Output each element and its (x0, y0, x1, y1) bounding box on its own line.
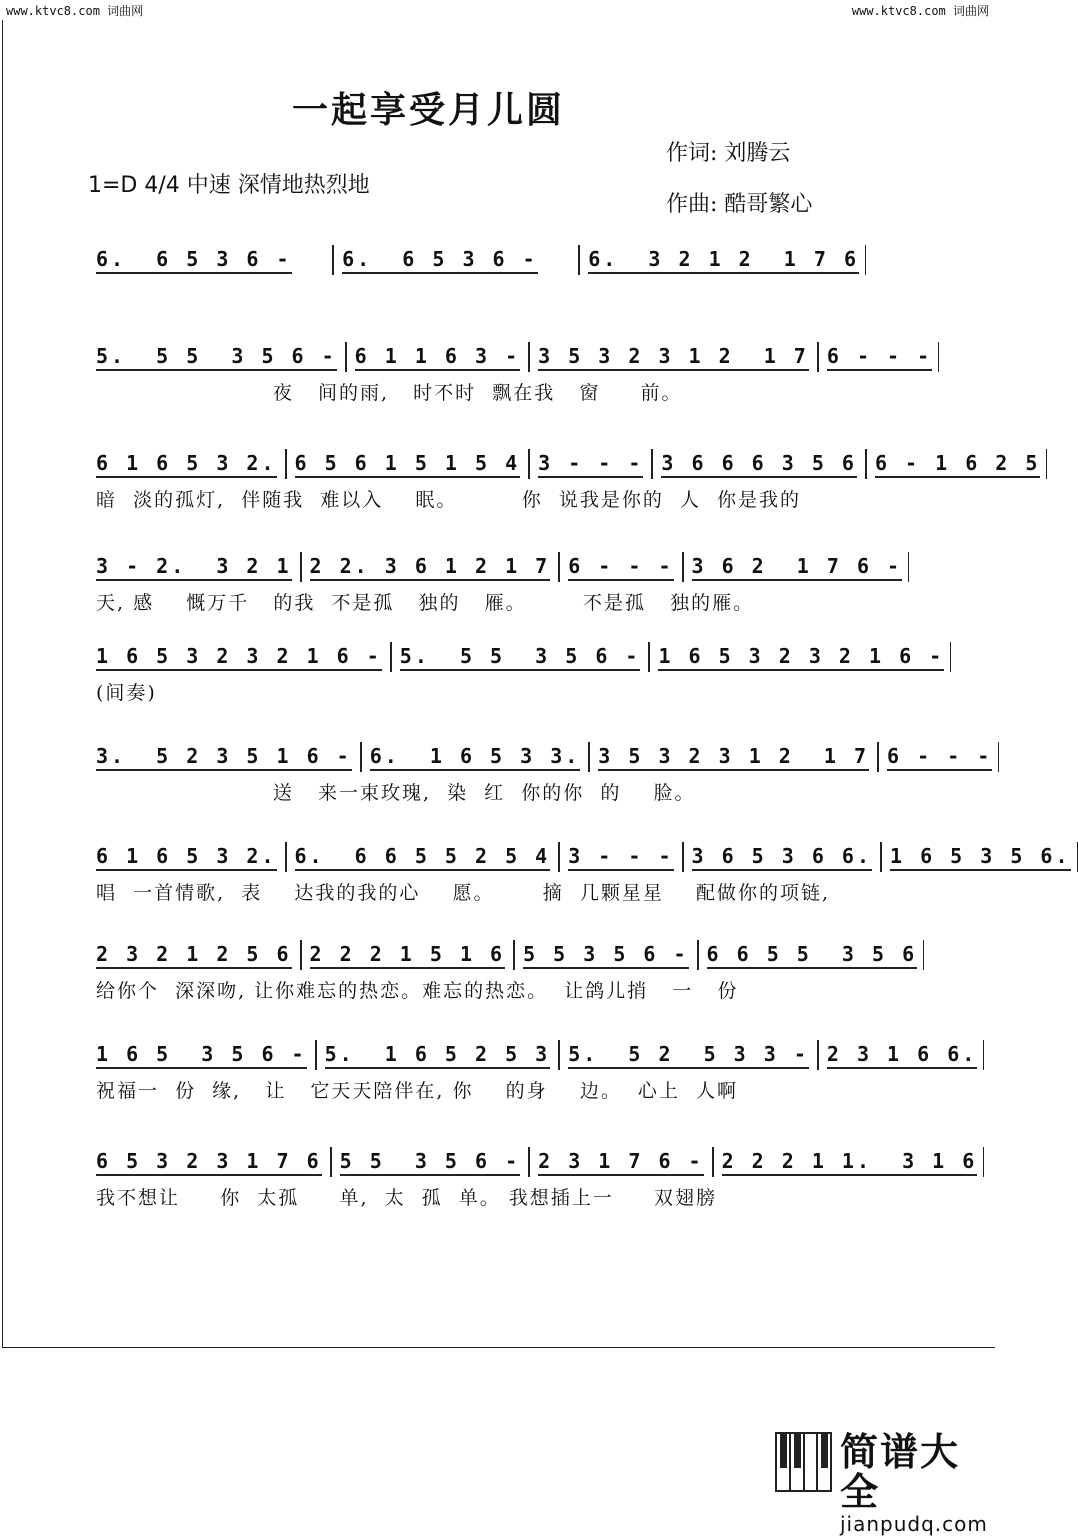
bar-line (345, 342, 347, 372)
bar-line (558, 842, 560, 872)
measure-notes: 6. 6 5 3 6 - (342, 247, 538, 274)
bar-line (682, 842, 684, 872)
measure-notes: 2 3 1 6 6. (827, 1042, 977, 1069)
site-watermark-left: www.ktvc8.com 词曲网 (6, 4, 144, 18)
notation-line (96, 447, 1041, 481)
measure-notes: 3. 5 2 3 5 1 6 - (96, 744, 352, 771)
measure-notes: 6 - - - (568, 554, 673, 581)
notation-line (96, 1038, 978, 1072)
measure-notes: 6 - - - (827, 344, 932, 371)
measure (96, 744, 352, 771)
measure (310, 554, 551, 581)
end-bar-line (865, 245, 866, 275)
lyric-line: 给你个 深深吻, 让你难忘的热恋。难忘的热恋。 让鸽儿捎 一 份 (96, 980, 739, 1002)
measure-notes: 6 1 6 5 3 2. (96, 844, 277, 871)
measure (692, 844, 873, 871)
bar-line (558, 1040, 560, 1070)
logo-url: jianpudq.com (839, 1512, 988, 1536)
measure-notes: 3 - - - (568, 844, 673, 871)
bar-line (332, 245, 334, 275)
key-tempo: 1=D 4/4 中速 深情地热烈地 (88, 173, 370, 198)
measure-notes: 6 5 3 2 3 1 7 6 (96, 1149, 322, 1176)
measure (658, 644, 944, 671)
composer: 作曲: 酷哥繁心 (666, 192, 813, 217)
measure-notes: 6 1 6 5 3 2. (96, 451, 277, 478)
lyric-line: 我不想让 你 太孤 单, 太 孤 单。 我想插上一 双翅膀 (96, 1187, 717, 1209)
measure (295, 844, 551, 871)
measure-notes: 5. 5 5 3 5 6 - (400, 644, 641, 671)
score-row (96, 340, 933, 404)
measure-notes: 3 - - - (538, 451, 643, 478)
measure (96, 644, 382, 671)
score-row (96, 550, 903, 614)
measure (568, 844, 673, 871)
measure (325, 1042, 551, 1069)
measure (295, 451, 521, 478)
measure-notes: 5. 5 2 5 3 3 - (568, 1042, 809, 1069)
measure (96, 942, 292, 969)
measure (827, 1042, 977, 1069)
measure (538, 451, 643, 478)
measure-notes: 2 2 2 1 1. 3 1 6 (722, 1149, 978, 1176)
notation-line (96, 243, 866, 277)
measure (523, 942, 688, 969)
measure-notes: 3 6 5 3 6 6. (692, 844, 873, 871)
measure (890, 844, 1071, 871)
score-row (96, 1038, 978, 1102)
measure-notes: 2 3 1 7 6 - (538, 1149, 703, 1176)
site-watermark-right: www.ktvc8.com 词曲网 (851, 4, 989, 18)
measure (310, 942, 506, 969)
bar-line (880, 842, 882, 872)
measure-notes: 2 3 2 1 2 5 6 (96, 942, 292, 969)
bar-line (528, 1147, 530, 1177)
end-bar-line (950, 642, 951, 672)
end-bar-line (923, 940, 924, 970)
measure-notes: 5 5 3 5 6 - (340, 1149, 521, 1176)
lyricist: 作词: 刘腾云 (666, 141, 791, 166)
notation-line (96, 550, 903, 584)
measure (707, 942, 918, 969)
measure-notes: 3 6 2 1 7 6 - (692, 554, 903, 581)
notation-line (96, 938, 918, 972)
measure-notes: 1 6 5 3 2 3 2 1 6 - (96, 644, 382, 671)
bar-line (712, 1147, 714, 1177)
notation-line (96, 640, 945, 674)
bar-line (682, 552, 684, 582)
lyric-line: 夜 间的雨, 时不时 飘在我 窗 前。 (96, 382, 683, 404)
measure-notes: 6 - 1 6 2 5 (875, 451, 1040, 478)
bar-line (300, 940, 302, 970)
measure (355, 344, 520, 371)
bar-line (528, 449, 530, 479)
measure (96, 451, 277, 478)
measure (568, 554, 673, 581)
score-row (96, 447, 1041, 511)
bar-line (697, 940, 699, 970)
measure-notes: 6. 3 2 1 2 1 7 6 (588, 247, 859, 274)
bar-line (300, 552, 302, 582)
measure (96, 1149, 322, 1176)
measure-notes: 5. 5 5 3 5 6 - (96, 344, 337, 371)
lyric-line (96, 281, 866, 307)
site-logo (775, 1432, 997, 1536)
measure (827, 344, 932, 371)
measure-notes: 3 5 3 2 3 1 2 1 7 (538, 344, 809, 371)
notation-line (96, 840, 1071, 874)
measure-notes: 6 6 5 5 3 5 6 (707, 942, 918, 969)
notation-line (96, 1145, 978, 1179)
measure-notes: 5 5 3 5 6 - (523, 942, 688, 969)
bar-line (285, 449, 287, 479)
measure-notes: 6 1 1 6 3 - (355, 344, 520, 371)
measure-notes: 1 6 5 3 5 6. (890, 844, 1071, 871)
measure (875, 451, 1040, 478)
measure (692, 554, 903, 581)
measure-notes: 3 - 2. 3 2 1 (96, 554, 292, 581)
bar-line (578, 245, 580, 275)
measure (96, 1042, 307, 1069)
measure (370, 744, 581, 771)
lyric-line: (间奏) (96, 682, 157, 704)
bar-line (588, 742, 590, 772)
bar-line (817, 1040, 819, 1070)
measure (887, 744, 992, 771)
bar-line (558, 552, 560, 582)
measure-notes: 3 6 6 6 3 5 6 (661, 451, 857, 478)
end-bar-line (938, 342, 939, 372)
measure-notes: 2 2. 3 6 1 2 1 7 (310, 554, 551, 581)
measure-notes: 6 5 6 1 5 1 5 4 (295, 451, 521, 478)
notation-line (96, 340, 933, 374)
measure-notes: 6. 6 6 5 5 2 5 4 (295, 844, 551, 871)
end-bar-line (998, 742, 999, 772)
measure (96, 554, 292, 581)
end-bar-line (983, 1147, 984, 1177)
measure (340, 1149, 521, 1176)
measure (538, 344, 809, 371)
measure-notes: 1 6 5 3 5 6 - (96, 1042, 307, 1069)
end-bar-line (983, 1040, 984, 1070)
bar-line (651, 449, 653, 479)
piano-keys-icon (775, 1432, 832, 1492)
song-title: 一起享受月儿圆 (292, 89, 566, 131)
measure (96, 344, 337, 371)
measure-notes: 6 - - - (887, 744, 992, 771)
score-row (96, 840, 1071, 904)
measure-notes: 5. 1 6 5 2 5 3 (325, 1042, 551, 1069)
bar-line (648, 642, 650, 672)
bar-line (285, 842, 287, 872)
end-bar-line (908, 552, 909, 582)
lyric-line: 送 来一束玫瑰, 染 红 你的你 的 脸。 (96, 782, 696, 804)
score-row (96, 640, 945, 704)
measure-notes: 1 6 5 3 2 3 2 1 6 - (658, 644, 944, 671)
score-row (96, 740, 993, 804)
measure-notes: 2 2 2 1 5 1 6 (310, 942, 506, 969)
measure (588, 247, 859, 274)
bar-line (817, 342, 819, 372)
score-row (96, 938, 918, 1002)
bar-line (865, 449, 867, 479)
lyric-line: 暗 淡的孤灯, 伴随我 难以入 眠。 你 说我是你的 人 你是我的 (96, 489, 801, 511)
lyric-line: 祝福一 份 缘, 让 它天天陪伴在, 你 的身 边。 心上 人啊 (96, 1080, 738, 1102)
measure (661, 451, 857, 478)
notation-line (96, 740, 993, 774)
bar-line (330, 1147, 332, 1177)
bar-line (390, 642, 392, 672)
measure (96, 247, 324, 274)
measure (568, 1042, 809, 1069)
measure (400, 644, 641, 671)
lyric-line: 唱 一首情歌, 表 达我的我的心 愿。 摘 几颗星星 配做你的项链, (96, 882, 831, 904)
measure (598, 744, 869, 771)
measure-notes: 6. 1 6 5 3 3. (370, 744, 581, 771)
measure (722, 1149, 978, 1176)
measure-notes: 6. 6 5 3 6 - (96, 247, 292, 274)
bar-line (315, 1040, 317, 1070)
measure (538, 1149, 703, 1176)
end-bar-line (1046, 449, 1047, 479)
score-row (96, 1145, 978, 1209)
logo-name: 简谱大全 (839, 1430, 960, 1514)
bar-line (513, 940, 515, 970)
bar-line (877, 742, 879, 772)
bar-line (528, 342, 530, 372)
measure (342, 247, 570, 274)
lyric-line: 天, 感 慨万千 的我 不是孤 独的 雁。 不是孤 独的雁。 (96, 592, 755, 614)
bar-line (360, 742, 362, 772)
end-bar-line (1077, 842, 1078, 872)
measure (96, 844, 277, 871)
score-row (96, 243, 866, 307)
measure-notes: 3 5 3 2 3 1 2 1 7 (598, 744, 869, 771)
